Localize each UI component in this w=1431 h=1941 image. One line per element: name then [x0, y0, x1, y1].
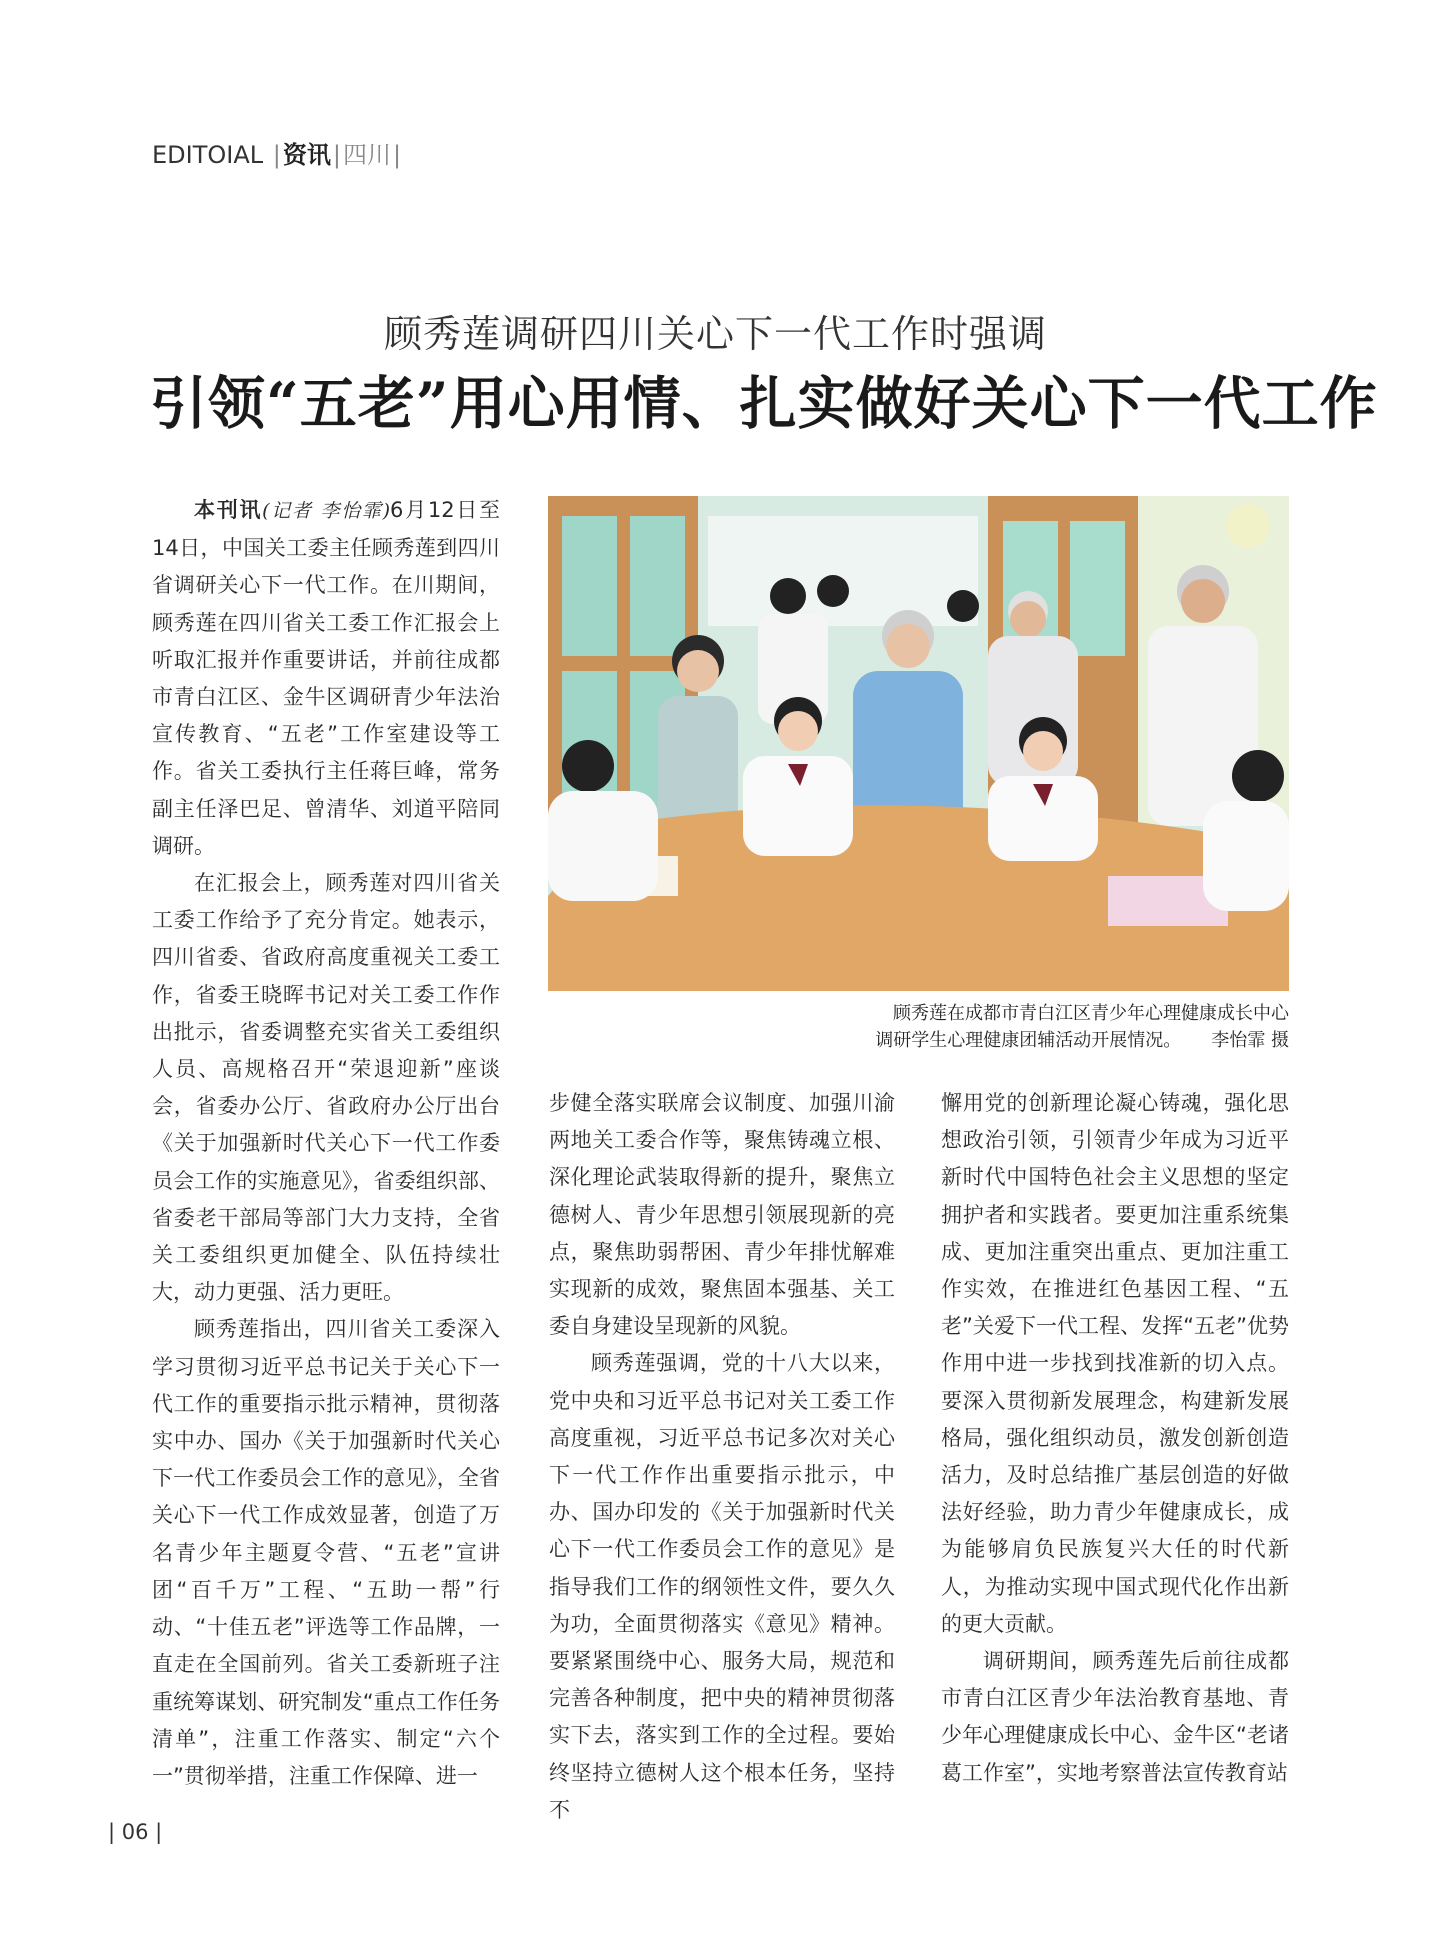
photo-caption	[548, 1000, 1289, 1054]
paragraph-5: 调研期间，顾秀莲先后前往成都市青白江区青少年法治教育基地、青少年心理健康成长中心、金牛区“老诸葛工作室”，实地考察普法宣传教育站	[941, 1649, 1289, 1785]
section-header	[152, 135, 403, 170]
divider: |	[392, 141, 402, 169]
caption-line-2	[548, 1027, 1289, 1054]
page-number-value: 06	[121, 1820, 149, 1844]
paragraph-4-start: 顾秀莲强调，党的十八大以来，党中央和习近平总书记对关工委工作高度重视，习近平总书记多次对关心下一代工作作出重要指示批示，中办、国办印发的《关于加强新时代关心下一代工作委员会工作的意见》是指导我们工作的纲领性文件，要久久为功，全面贯彻落实《意见》精神。要紧紧围绕中心、服务大局，规范和完善各种制度，把中央的精神贯彻落实下去，落实到工作的全过程。要始终坚持立德树人这个根本任务，坚持不	[549, 1351, 895, 1822]
photo-credit: 李怡霏 摄	[1211, 1030, 1289, 1051]
divider: |	[332, 141, 341, 169]
paragraph-3-start: 顾秀莲指出，四川省关工委深入学习贯彻习近平总书记关于关心下一代工作的重要指示批示精神，贯彻落实中办、国办《关于加强新时代关心下一代工作委员会工作的意见》，全省关心下一代工作成效显著，创造了万名青少年主题夏令营、“五老”宣讲团“百千万”工程、“五助一帮”行动、“十佳五老”评选等工作品牌，一直走在全国前列。省关工委新班子注重统筹谋划、研究制发“重点工作任务清单”，注重工作落实、制定“六个一”贯彻举措，注重工作保障、进一	[152, 1317, 500, 1788]
lead-label: 本刊讯	[194, 498, 263, 522]
article-title: 引领“五老”用心用情、扎实做好关心下一代工作	[150, 370, 1378, 437]
subsection-label: 四川	[342, 141, 391, 169]
paragraph-4-continued: 懈用党的创新理论凝心铸魂，强化思想政治引领，引领青少年成为习近平新时代中国特色社会主义思想的坚定拥护者和实践者。要更加注重系统集成、更加注重突出重点、更加注重工作实效，在推进红色基因工程、“五老”关爱下一代工程、发挥“五老”优势作用中进一步找到找准新的切入点。要深入贯彻新发展理念，构建新发展格局，强化组织动员，激发创新创造活力，及时总结推广基层创造的好做法好经验，助力青少年健康成长，成为能够肩负民族复兴大任的时代新人，为推动实现中国式现代化作出新的更大贡献。	[941, 1091, 1289, 1636]
section-label: 资讯	[282, 140, 331, 169]
text-column-3	[941, 1085, 1289, 1792]
byline: (记者 李怡霏)	[262, 500, 391, 522]
text-column-2	[549, 1085, 895, 1829]
paragraph-1-text: 6月12日至14日，中国关工委主任顾秀莲到四川省调研关心下一代工作。在川期间，顾秀莲在四川省关工委工作汇报会上听取汇报并作重要讲话，并前往成都市青白江区、金牛区调研青少年法治宣传教育、“五老”工作室建设等工作。省关工委执行主任蒋巨峰，常务副主任泽巴足、曾清华、刘道平陪同调研。	[152, 498, 500, 858]
caption-line-2-text: 调研学生心理健康团辅活动开展情况。	[875, 1030, 1182, 1051]
divider: |	[272, 141, 281, 169]
page-number: | 06 |	[108, 1820, 163, 1844]
article-subtitle: 顾秀莲调研四川关心下一代工作时强调	[383, 312, 1047, 356]
photo-illustration	[548, 496, 1289, 991]
article-photo	[548, 496, 1289, 991]
brand-label: EDITOIAL	[152, 141, 264, 169]
paragraph-3-continued: 步健全落实联席会议制度、加强川渝两地关工委合作等，聚焦铸魂立根、深化理论武装取得新的提升，聚焦立德树人、青少年思想引领展现新的亮点，聚焦助弱帮困、青少年排忧解难实现新的成效，聚焦固本强基、关工委自身建设呈现新的风貌。	[549, 1091, 895, 1339]
caption-line-1: 顾秀莲在成都市青白江区青少年心理健康成长中心	[893, 1003, 1289, 1024]
text-column-1	[152, 492, 500, 1795]
paragraph-1	[152, 492, 500, 865]
paragraph-2: 在汇报会上，顾秀莲对四川省关工委工作给予了充分肯定。她表示，四川省委、省政府高度重视关工委工作，省委王晓晖书记对关工委工作作出批示，省委调整充实省关工委组织人员、高规格召开“荣退迎新”座谈会，省委办公厅、省政府办公厅出台《关于加强新时代关心下一代工作委员会工作的实施意见》，省委组织部、省委老干部局等部门大力支持，全省关工委组织更加健全、队伍持续壮大，动力更强、活力更旺。	[152, 871, 500, 1305]
